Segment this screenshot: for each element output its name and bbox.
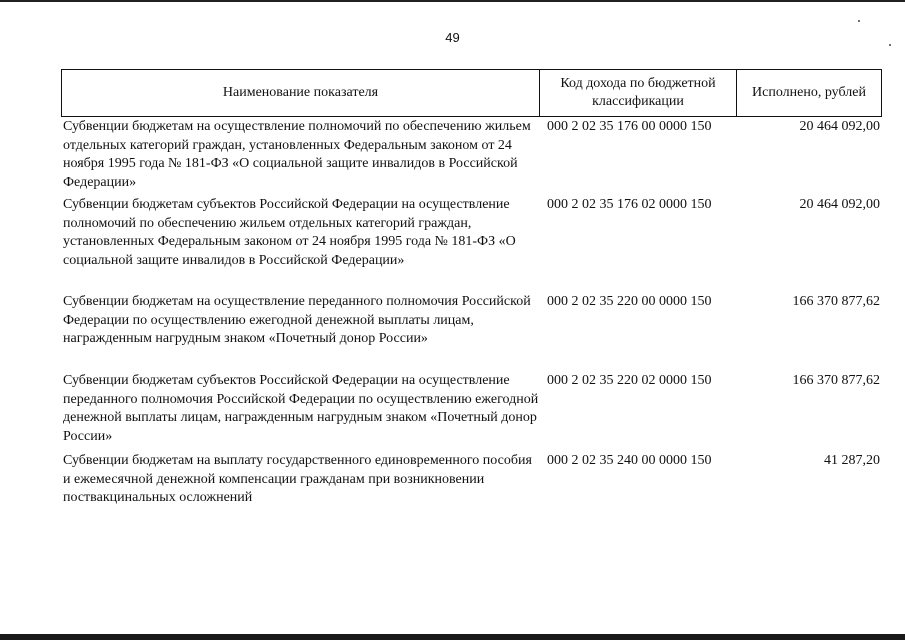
row-executed: 20 464 092,00 [799, 119, 880, 134]
page-bottom-edge [0, 634, 905, 640]
header-code-label: Код дохода по бюджетной классификации [560, 76, 716, 109]
row-executed: 166 370 877,62 [792, 373, 880, 388]
row-code: 000 2 02 35 220 02 0000 150 [547, 373, 712, 388]
table-row [61, 118, 882, 196]
table-row [61, 372, 882, 452]
row-code: 000 2 02 35 176 00 0000 150 [547, 119, 712, 134]
row-name: Субвенции бюджетам субъектов Российской Федерации на осуществление переданного полномочия Российской Федерации по осуществлению ежегодной денежной выплаты лицам, награжденным нагрудным знаком «Почетный донор России» [63, 373, 539, 444]
row-code: 000 2 02 35 240 00 0000 150 [547, 453, 712, 468]
table-header [61, 69, 882, 117]
row-code: 000 2 02 35 220 00 0000 150 [547, 294, 712, 309]
table-body [61, 118, 882, 512]
row-name: Субвенции бюджетам на осуществление полномочий по обеспечению жильем отдельных категорий граждан, установленных Федеральным законом от 24 ноября 1995 года № 181-ФЗ «О социальной защите инвалидов в Российской Федерации» [63, 119, 531, 190]
header-executed-label: Исполнено, рублей [752, 85, 866, 100]
row-executed: 166 370 877,62 [792, 294, 880, 309]
page-top-edge [0, 0, 905, 2]
table-row [61, 452, 882, 512]
row-executed: 20 464 092,00 [799, 197, 880, 212]
row-name: Субвенции бюджетам субъектов Российской Федерации на осуществление полномочий по обеспечению жильем отдельных категорий граждан, установленных Федеральным законом от 24 ноября 1995 года № 181-ФЗ «О социальной защите инвалидов в Российской Федерации» [63, 197, 516, 268]
row-executed: 41 287,20 [824, 453, 880, 468]
table-row [61, 196, 882, 293]
header-code-cell [539, 70, 736, 116]
row-name: Субвенции бюджетам на осуществление переданного полномочия Российской Федерации по осуществлению ежегодной денежной выплаты лицам, награжденным нагрудным знаком «Почетный донор России» [63, 294, 531, 346]
row-name: Субвенции бюджетам на выплату государственного единовременного пособия и ежемесячной денежной компенсации гражданам при возникновении поствакцинальных осложнений [63, 453, 532, 505]
header-name-cell [62, 70, 539, 116]
scan-speck [858, 20, 860, 22]
header-name-label: Наименование показателя [222, 85, 379, 100]
page-number: 49 [445, 30, 460, 45]
header-executed-cell [736, 70, 881, 116]
row-code: 000 2 02 35 176 02 0000 150 [547, 197, 712, 212]
table-row [61, 293, 882, 372]
